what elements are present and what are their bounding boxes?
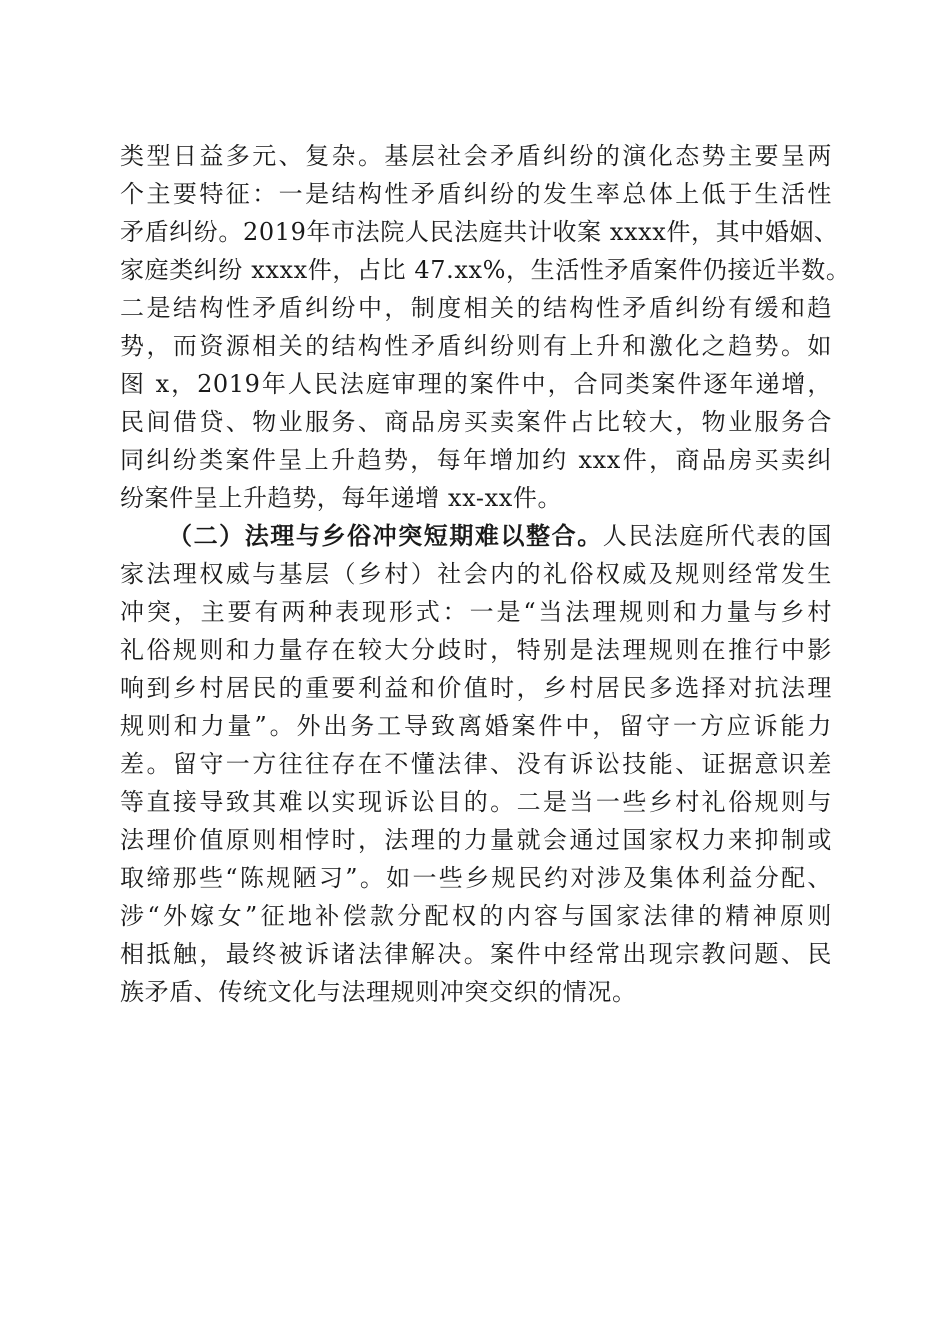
- section-first-line: [120, 517, 832, 555]
- text-line: 等直接导致其难以实现诉讼目的。二是当一些乡村礼俗规则与: [120, 788, 832, 816]
- text-line: 矛盾纠纷。2019年市法院人民法庭共计收案 xxxx件，其中婚姻、: [120, 218, 839, 246]
- text-line: 家法理权威与基层（乡村）社会内的礼俗权威及规则经常发生: [120, 560, 832, 588]
- text-line: 类型日益多元、复杂。基层社会矛盾纠纷的演化态势主要呈两: [120, 142, 832, 170]
- text-line: 礼俗规则和力量存在较大分歧时，特别是法理规则在推行中影: [120, 636, 832, 664]
- text-line: 冲突，主要有两种表现形式：一是“当法理规则和力量与乡村: [120, 598, 832, 626]
- body-text: [120, 137, 851, 1011]
- text-line: 势，而资源相关的结构性矛盾纠纷则有上升和激化之趋势。如: [120, 332, 832, 360]
- text-line: 相抵触，最终被诉诸法律解决。案件中经常出现宗教问题、民: [120, 940, 832, 968]
- text-line: 取缔那些“陈规陋习”。如一些乡规民约对涉及集体利益分配、: [120, 864, 832, 892]
- text-line: 纷案件呈上升趋势，每年递增 xx-xx件。: [120, 484, 563, 512]
- text-line: 响到乡村居民的重要利益和价值时，乡村居民多选择对抗法理: [120, 674, 832, 702]
- text-line: 差。留守一方往往存在不懂法律、没有诉讼技能、证据意识差: [120, 750, 832, 778]
- section-first-line-text: 人民法庭所代表的国: [602, 522, 833, 550]
- text-line: 涉“外嫁女”征地补偿款分配权的内容与国家法律的精神原则: [120, 902, 832, 930]
- text-line: 民间借贷、物业服务、商品房买卖案件占比较大，物业服务合: [120, 408, 832, 436]
- text-line: 族矛盾、传统文化与法理规则冲突交织的情况。: [120, 978, 637, 1006]
- section-heading: （二）法理与乡俗冲突短期难以整合。: [168, 521, 603, 550]
- text-line: 图 x，2019年人民法庭审理的案件中，合同类案件逐年递增，: [120, 370, 832, 398]
- text-line: 个主要特征：一是结构性矛盾纠纷的发生率总体上低于生活性: [120, 180, 832, 208]
- text-line: 规则和力量”。外出务工导致离婚案件中，留守一方应诉能力: [120, 712, 832, 740]
- text-line: 二是结构性矛盾纠纷中，制度相关的结构性矛盾纠纷有缓和趋: [120, 294, 832, 322]
- text-line: 同纠纷类案件呈上升趋势，每年增加约 xxx件，商品房买卖纠: [120, 446, 832, 474]
- text-line: 法理价值原则相悖时，法理的力量就会通过国家权力来抑制或: [120, 826, 832, 854]
- text-line: 家庭类纠纷 xxxx件，占比 47.xx%，生活性矛盾案件仍接近半数。: [120, 256, 851, 284]
